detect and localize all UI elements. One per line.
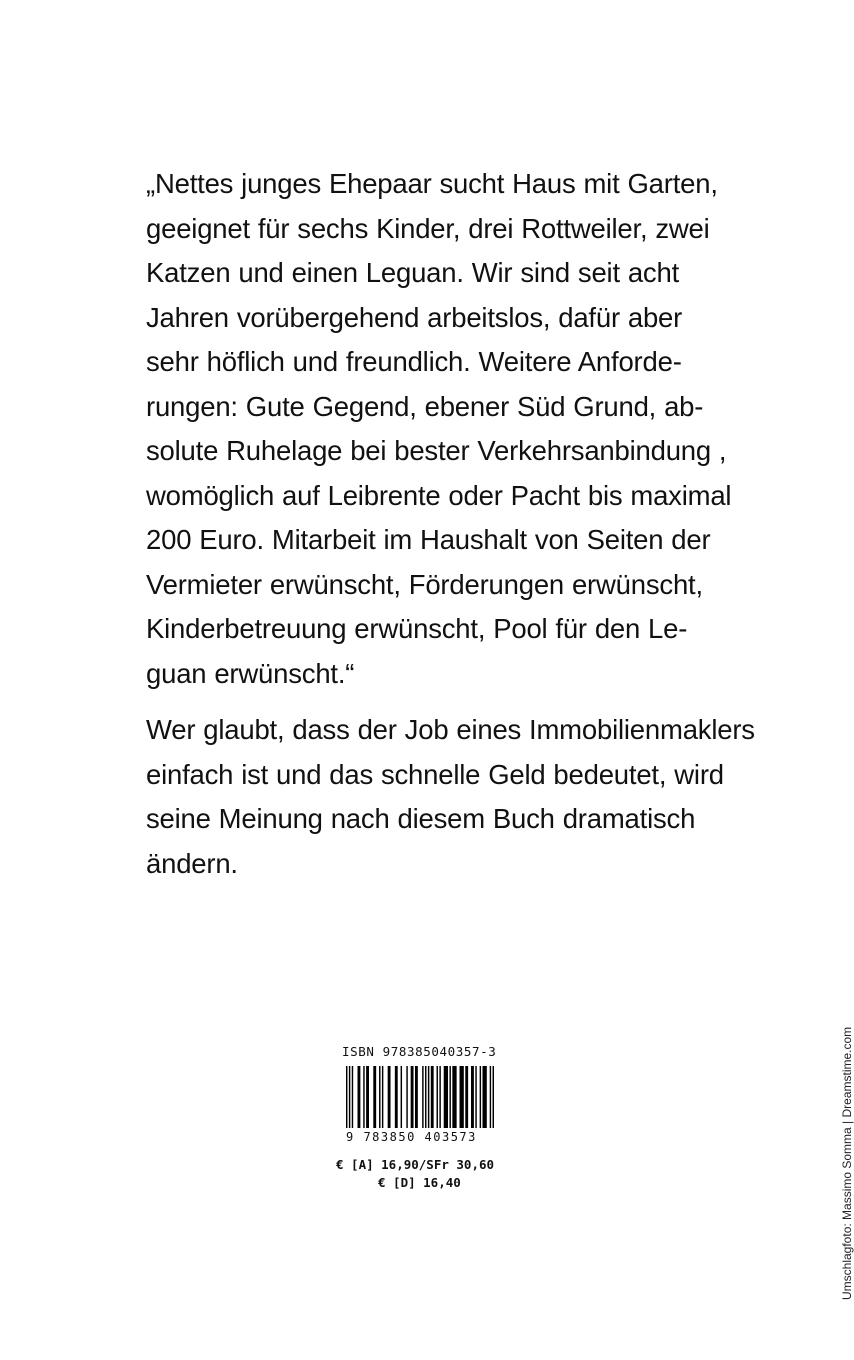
blurb-line: ändern. xyxy=(146,847,238,879)
price-austria-switzerland: € [A] 16,90/SFr 30,60 xyxy=(336,1157,495,1172)
barcode-digits: 9 783850 403573 xyxy=(346,1130,477,1144)
quote-line: geeignet für sechs Kinder, drei Rottweiler, zwei xyxy=(146,212,710,244)
quote-line: guan erwünscht.“ xyxy=(146,657,355,689)
quote-line: „Nettes junges Ehepaar sucht Haus mit Garten, xyxy=(146,168,718,199)
blurb-paragraph xyxy=(146,708,755,886)
quote-line: rungen: Gute Gegend, ebener Süd Grund, ab- xyxy=(146,390,704,422)
barcode-block xyxy=(330,1044,530,1204)
quote-line: Vermieter erwünscht, Förderungen erwünscht, xyxy=(146,568,703,600)
cover-photo-credit: Umschlagfoto: Massimo Somma | Dreamstime.com xyxy=(840,1026,854,1300)
quote-line: sehr höflich und freundlich. Weitere Anforde- xyxy=(146,346,682,377)
quote-line: Kinderbetreuung erwünscht, Pool für den Le- xyxy=(146,613,688,644)
quote-line: solute Ruhelage bei bester Verkehrsanbindung , xyxy=(146,435,727,466)
barcode-icon xyxy=(342,1066,502,1130)
price-germany: € [D] 16,40 xyxy=(378,1175,461,1190)
blurb-line: seine Meinung nach diesem Buch dramatisch xyxy=(146,803,696,834)
blurb-line: Wer glaubt, dass der Job eines Immobilienmaklers xyxy=(146,714,755,745)
quote-line: womöglich auf Leibrente oder Pacht bis maximal xyxy=(146,479,732,511)
quote-line: Jahren vorübergehend arbeitslos, dafür aber xyxy=(146,301,683,333)
isbn-label: ISBN 978385040357-3 xyxy=(342,1044,497,1059)
quote-text xyxy=(146,162,732,696)
quote-line: Katzen und einen Leguan. Wir sind seit acht xyxy=(146,257,680,288)
quote-line: 200 Euro. Mitarbeit im Haushalt von Seiten der xyxy=(146,524,711,555)
blurb-line: einfach ist und das schnelle Geld bedeutet, wird xyxy=(146,758,724,790)
